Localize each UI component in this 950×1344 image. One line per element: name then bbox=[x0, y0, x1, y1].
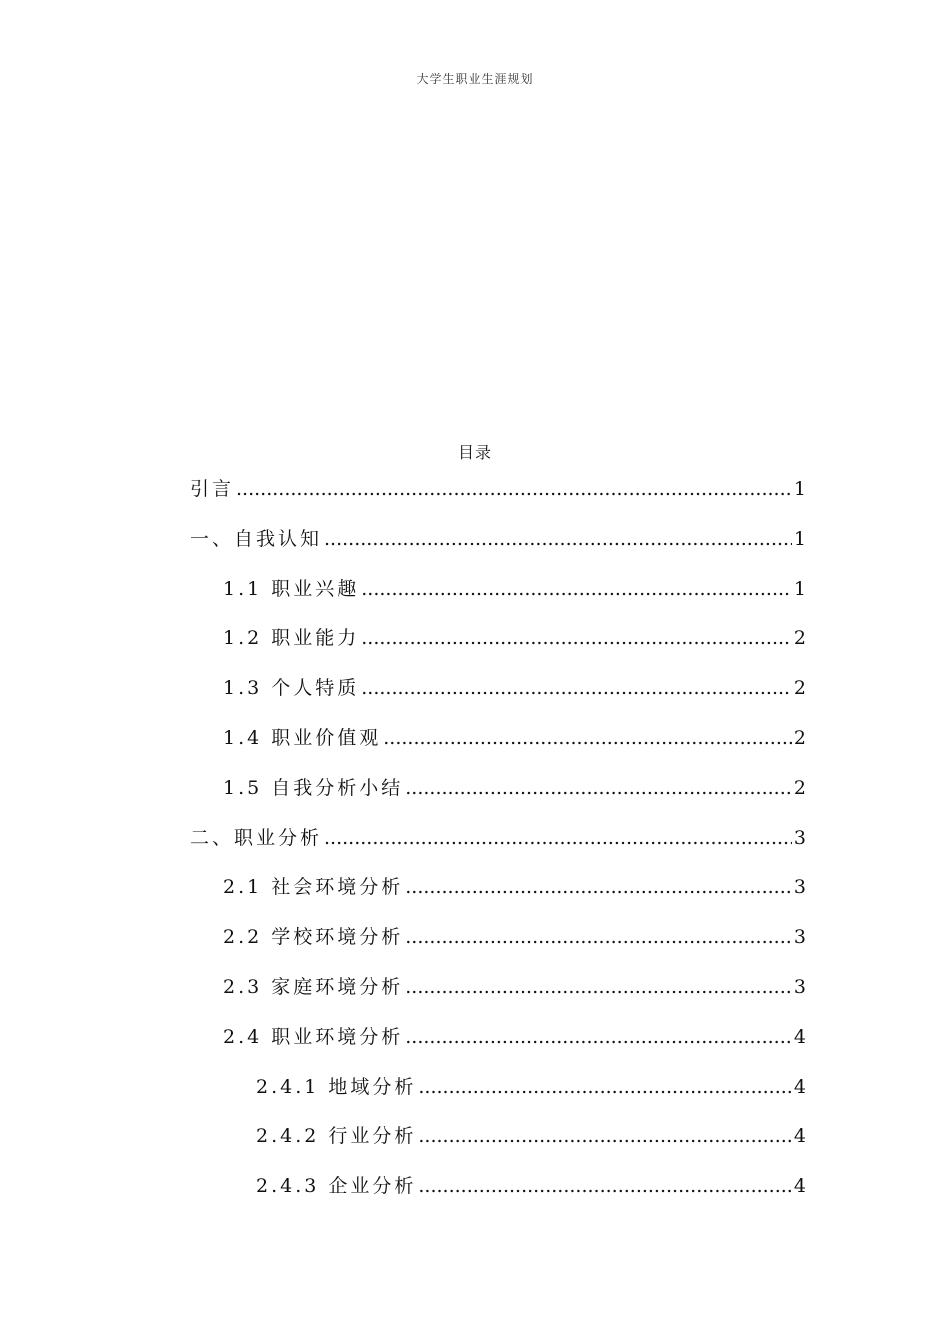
toc-entry-2-3[interactable] bbox=[190, 966, 806, 1016]
toc-dot-leader bbox=[405, 916, 792, 958]
toc-entry-page: 3 bbox=[793, 975, 806, 998]
toc-entry-page: 1 bbox=[793, 577, 806, 600]
toc-entry-2-2[interactable] bbox=[190, 916, 806, 966]
toc-entry-page: 2 bbox=[793, 627, 806, 650]
toc-entry-label: 二、职业分析 bbox=[190, 826, 323, 849]
toc-entry-page: 1 bbox=[793, 527, 806, 550]
toc-entry-label: 1.2 职业能力 bbox=[223, 627, 360, 650]
toc-entry-page: 3 bbox=[793, 926, 806, 949]
toc-entry-2-4-1[interactable] bbox=[190, 1066, 806, 1116]
toc-entry-self-awareness[interactable] bbox=[190, 518, 806, 568]
toc-dot-leader bbox=[405, 866, 792, 908]
toc-dot-leader bbox=[361, 617, 792, 659]
toc-entry-2-4-3[interactable] bbox=[190, 1165, 806, 1215]
toc-entry-page: 4 bbox=[793, 1025, 806, 1048]
toc-entry-1-4[interactable] bbox=[190, 717, 806, 767]
toc-entry-page: 4 bbox=[793, 1125, 806, 1148]
toc-entry-1-5[interactable] bbox=[190, 767, 806, 817]
toc-dot-leader bbox=[418, 1115, 792, 1157]
toc-entry-label: 1.5 自我分析小结 bbox=[223, 776, 404, 799]
toc-dot-leader bbox=[361, 667, 792, 709]
toc-entry-page: 3 bbox=[793, 876, 806, 899]
toc-entry-label: 2.4.1 地域分析 bbox=[256, 1075, 417, 1098]
toc-dot-leader bbox=[418, 1066, 792, 1108]
toc-entry-label: 1.3 个人特质 bbox=[223, 677, 360, 700]
toc-dot-leader bbox=[405, 767, 792, 809]
toc-dot-leader bbox=[405, 966, 792, 1008]
toc-entry-page: 2 bbox=[793, 776, 806, 799]
toc-dot-leader bbox=[361, 568, 792, 610]
toc-entry-2-1[interactable] bbox=[190, 866, 806, 916]
toc-entry-label: 2.3 家庭环境分析 bbox=[223, 975, 404, 998]
toc-entry-label: 1.4 职业价值观 bbox=[223, 726, 382, 749]
toc-dot-leader bbox=[236, 468, 792, 510]
toc-dot-leader bbox=[418, 1165, 792, 1207]
toc-entry-label: 一、自我认知 bbox=[190, 527, 323, 550]
toc-entry-1-1[interactable] bbox=[190, 568, 806, 618]
toc-entry-page: 1 bbox=[793, 478, 806, 500]
toc-entry-page: 4 bbox=[793, 1175, 806, 1198]
toc-entry-label: 引言 bbox=[190, 478, 235, 500]
toc-entry-1-2[interactable] bbox=[190, 617, 806, 667]
toc-entry-page: 2 bbox=[793, 726, 806, 749]
toc-title: 目录 bbox=[457, 443, 492, 462]
toc-entry-label: 2.4 职业环境分析 bbox=[223, 1025, 404, 1048]
toc-dot-leader bbox=[324, 518, 792, 560]
table-of-contents bbox=[190, 468, 806, 1215]
toc-entry-label: 2.4.2 行业分析 bbox=[256, 1125, 417, 1148]
toc-entry-label: 2.4.3 企业分析 bbox=[256, 1175, 417, 1198]
toc-entry-page: 4 bbox=[793, 1075, 806, 1098]
toc-dot-leader bbox=[405, 1016, 792, 1058]
page-header: 大学生职业生涯规划 bbox=[416, 72, 534, 86]
toc-entry-2-4-2[interactable] bbox=[190, 1115, 806, 1165]
toc-entry-label: 2.2 学校环境分析 bbox=[223, 926, 404, 949]
toc-entry-1-3[interactable] bbox=[190, 667, 806, 717]
toc-entry-intro[interactable] bbox=[190, 468, 806, 518]
toc-entry-career-analysis[interactable] bbox=[190, 817, 806, 867]
toc-dot-leader bbox=[324, 817, 792, 859]
toc-entry-label: 2.1 社会环境分析 bbox=[223, 876, 404, 899]
toc-entry-2-4[interactable] bbox=[190, 1016, 806, 1066]
toc-dot-leader bbox=[383, 717, 792, 759]
toc-entry-label: 1.1 职业兴趣 bbox=[223, 577, 360, 600]
toc-entry-page: 2 bbox=[793, 677, 806, 700]
toc-entry-page: 3 bbox=[793, 826, 806, 849]
